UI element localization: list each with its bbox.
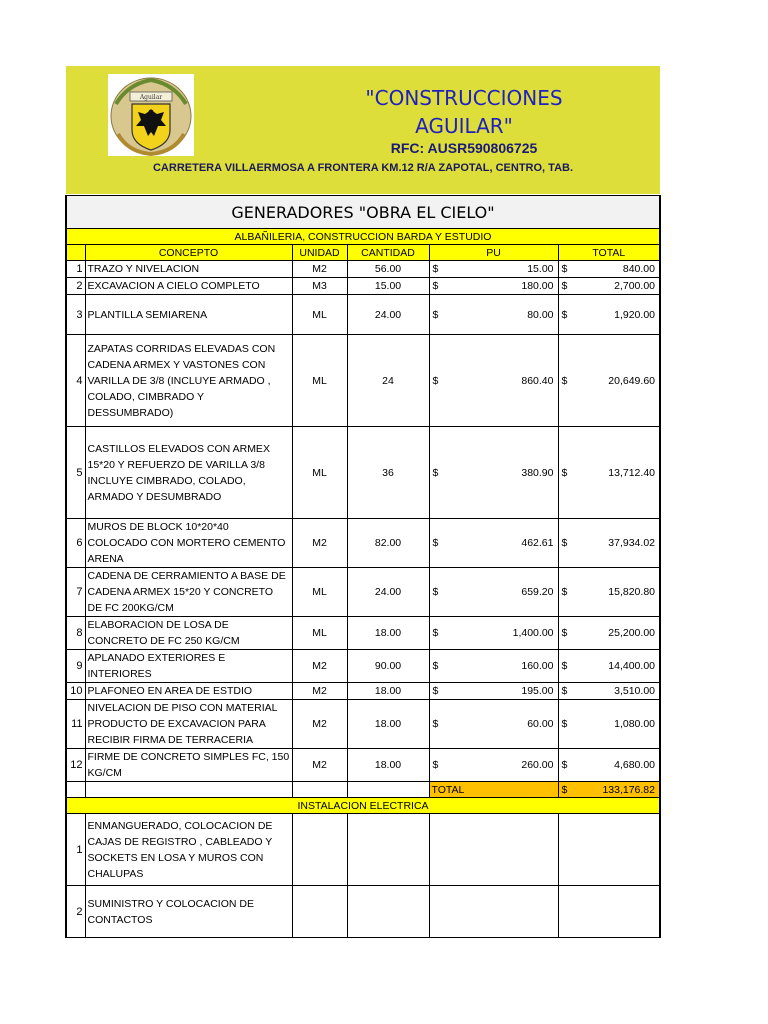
row-unidad: M2 bbox=[292, 261, 347, 278]
row-number: 3 bbox=[66, 295, 85, 335]
row-unidad: M2 bbox=[292, 650, 347, 683]
row-pu bbox=[429, 295, 558, 335]
row-concepto: ENMANGUERADO, COLOCACION DE CAJAS DE REGISTRO , CABLEADO Y SOCKETS EN LOSA Y MUROS CON CHALUPAS bbox=[85, 814, 292, 886]
row-concepto: FIRME DE CONCRETO SIMPLES FC, 150 KG/CM bbox=[85, 749, 292, 782]
row-total-value: 2,700.00 bbox=[614, 280, 655, 292]
row-cantidad: 24.00 bbox=[347, 295, 429, 335]
row-unidad: M2 bbox=[292, 683, 347, 700]
row-cantidad: 56.00 bbox=[347, 261, 429, 278]
logo-text: Aguilar bbox=[139, 94, 163, 101]
row-number: 11 bbox=[66, 700, 85, 749]
currency-symbol: $ bbox=[432, 685, 439, 697]
table-row bbox=[66, 814, 660, 886]
currency-symbol: $ bbox=[561, 586, 568, 598]
row-cantidad bbox=[347, 814, 429, 886]
section-header-albanileria: ALBAÑILERIA, CONSTRUCCION BARDA Y ESTUDIO bbox=[66, 229, 660, 245]
currency-symbol: $ bbox=[432, 759, 439, 771]
section-header-instalacion-electrica: INSTALACION ELECTRICA bbox=[66, 798, 660, 814]
row-unidad: ML bbox=[292, 335, 347, 427]
currency-symbol: $ bbox=[561, 263, 568, 275]
row-concepto: ZAPATAS CORRIDAS ELEVADAS CON CADENA ARMEX Y VASTONES CON VARILLA DE 3/8 (INCLUYE ARMADO , COLADO, CIMBRADO Y DESSUMBRADO) bbox=[85, 335, 292, 427]
row-pu-value: 15.00 bbox=[527, 263, 554, 275]
total-row-empty bbox=[66, 782, 85, 798]
row-unidad: M2 bbox=[292, 749, 347, 782]
row-concepto: CADENA DE CERRAMIENTO A BASE DE CADENA ARMEX 15*20 Y CONCRETO DE FC 200KG/CM bbox=[85, 568, 292, 617]
row-cantidad bbox=[347, 886, 429, 938]
col-header-pu: PU bbox=[429, 245, 558, 261]
sheet-title: GENERADORES "OBRA EL CIELO" bbox=[66, 196, 660, 229]
currency-symbol: $ bbox=[561, 308, 568, 321]
row-total bbox=[558, 568, 660, 617]
row-total-value: 1,080.00 bbox=[614, 718, 655, 730]
row-pu-value: 860.40 bbox=[521, 374, 554, 387]
row-number: 12 bbox=[66, 749, 85, 782]
company-name-line1: "CONSTRUCCIONES bbox=[365, 86, 563, 110]
table-row bbox=[66, 427, 660, 519]
currency-symbol: $ bbox=[432, 586, 439, 598]
row-pu bbox=[429, 886, 558, 938]
row-unidad: ML bbox=[292, 568, 347, 617]
company-logo bbox=[108, 74, 194, 156]
currency-symbol: $ bbox=[561, 783, 568, 796]
row-pu-value: 659.20 bbox=[521, 586, 554, 598]
row-cantidad: 18.00 bbox=[347, 617, 429, 650]
row-concepto: SUMINISTRO Y COLOCACION DE CONTACTOS bbox=[85, 886, 292, 938]
table-row bbox=[66, 683, 660, 700]
row-pu bbox=[429, 519, 558, 568]
row-concepto: TRAZO Y NIVELACION bbox=[85, 261, 292, 278]
row-number: 9 bbox=[66, 650, 85, 683]
row-total bbox=[558, 427, 660, 519]
row-pu bbox=[429, 261, 558, 278]
row-number: 8 bbox=[66, 617, 85, 650]
currency-symbol: $ bbox=[561, 466, 568, 479]
table-row bbox=[66, 335, 660, 427]
table-row bbox=[66, 519, 660, 568]
row-number: 1 bbox=[66, 261, 85, 278]
row-cantidad: 90.00 bbox=[347, 650, 429, 683]
row-unidad: M2 bbox=[292, 519, 347, 568]
row-unidad bbox=[292, 886, 347, 938]
row-concepto: PLANTILLA SEMIARENA bbox=[85, 295, 292, 335]
row-unidad: ML bbox=[292, 427, 347, 519]
row-unidad bbox=[292, 814, 347, 886]
row-concepto: ELABORACION DE LOSA DE CONCRETO DE FC 250 KG/CM bbox=[85, 617, 292, 650]
currency-symbol: $ bbox=[432, 308, 439, 321]
row-total bbox=[558, 650, 660, 683]
row-pu bbox=[429, 749, 558, 782]
currency-symbol: $ bbox=[561, 685, 568, 697]
currency-symbol: $ bbox=[432, 374, 439, 387]
row-total-value: 25,200.00 bbox=[608, 627, 655, 639]
row-cantidad: 18.00 bbox=[347, 749, 429, 782]
row-total bbox=[558, 700, 660, 749]
row-pu bbox=[429, 427, 558, 519]
row-pu bbox=[429, 617, 558, 650]
currency-symbol: $ bbox=[561, 759, 568, 771]
row-pu-value: 60.00 bbox=[527, 718, 554, 730]
row-cantidad: 24 bbox=[347, 335, 429, 427]
row-number: 7 bbox=[66, 568, 85, 617]
currency-symbol: $ bbox=[432, 263, 439, 275]
total-row-empty bbox=[85, 782, 292, 798]
row-unidad: M2 bbox=[292, 700, 347, 749]
row-cantidad: 18.00 bbox=[347, 683, 429, 700]
row-concepto: NIVELACION DE PISO CON MATERIAL PRODUCTO DE EXCAVACION PARA RECIBIR FIRMA DE TERRACERIA bbox=[85, 700, 292, 749]
row-pu-value: 260.00 bbox=[521, 759, 554, 771]
row-total-value: 1,920.00 bbox=[614, 308, 655, 321]
row-number: 6 bbox=[66, 519, 85, 568]
row-total bbox=[558, 335, 660, 427]
table-row bbox=[66, 295, 660, 335]
total-row bbox=[66, 782, 660, 798]
grand-total-value: 133,176.82 bbox=[602, 783, 655, 796]
currency-symbol: $ bbox=[561, 280, 568, 292]
table-row bbox=[66, 700, 660, 749]
row-cantidad: 36 bbox=[347, 427, 429, 519]
currency-symbol: $ bbox=[432, 537, 439, 549]
row-number: 4 bbox=[66, 335, 85, 427]
row-pu-value: 195.00 bbox=[521, 685, 554, 697]
row-total-value: 840.00 bbox=[622, 263, 655, 275]
table-row bbox=[66, 568, 660, 617]
table-row bbox=[66, 278, 660, 295]
row-number: 2 bbox=[66, 278, 85, 295]
row-pu bbox=[429, 700, 558, 749]
row-pu bbox=[429, 683, 558, 700]
row-pu-value: 160.00 bbox=[521, 660, 554, 672]
row-total-value: 15,820.80 bbox=[608, 586, 655, 598]
currency-symbol: $ bbox=[432, 627, 439, 639]
company-header bbox=[66, 66, 660, 194]
currency-symbol: $ bbox=[561, 718, 568, 730]
table-row bbox=[66, 617, 660, 650]
row-unidad: ML bbox=[292, 617, 347, 650]
currency-symbol: $ bbox=[561, 660, 568, 672]
total-row-empty bbox=[347, 782, 429, 798]
company-rfc: RFC: AUSR590806725 bbox=[390, 140, 538, 156]
row-number: 1 bbox=[66, 814, 85, 886]
company-name-line2: AGUILAR" bbox=[415, 114, 513, 138]
table-row bbox=[66, 650, 660, 683]
currency-symbol: $ bbox=[432, 280, 439, 292]
row-pu bbox=[429, 278, 558, 295]
row-pu-value: 462.61 bbox=[521, 537, 554, 549]
table-row bbox=[66, 749, 660, 782]
row-concepto: MUROS DE BLOCK 10*20*40 COLOCADO CON MORTERO CEMENTO ARENA bbox=[85, 519, 292, 568]
row-number: 10 bbox=[66, 683, 85, 700]
row-pu bbox=[429, 335, 558, 427]
col-header-unidad: UNIDAD bbox=[292, 245, 347, 261]
row-total bbox=[558, 814, 660, 886]
row-number: 2 bbox=[66, 886, 85, 938]
row-total-value: 37,934.02 bbox=[608, 537, 655, 549]
currency-symbol: $ bbox=[432, 466, 439, 479]
row-total bbox=[558, 886, 660, 938]
row-total bbox=[558, 749, 660, 782]
row-pu bbox=[429, 650, 558, 683]
row-total bbox=[558, 683, 660, 700]
currency-symbol: $ bbox=[432, 718, 439, 730]
row-total bbox=[558, 617, 660, 650]
row-unidad: ML bbox=[292, 295, 347, 335]
row-total-value: 3,510.00 bbox=[614, 685, 655, 697]
currency-symbol: $ bbox=[561, 627, 568, 639]
row-pu bbox=[429, 814, 558, 886]
row-total-value: 14,400.00 bbox=[608, 660, 655, 672]
row-total bbox=[558, 295, 660, 335]
total-label: TOTAL bbox=[429, 782, 558, 798]
row-total-value: 4,680.00 bbox=[614, 759, 655, 771]
row-unidad: M3 bbox=[292, 278, 347, 295]
row-concepto: CASTILLOS ELEVADOS CON ARMEX 15*20 Y REFUERZO DE VARILLA 3/8 INCLUYE CIMBRADO, COLADO, ARMADO Y DESUMBRADO bbox=[85, 427, 292, 519]
col-header-concepto: CONCEPTO bbox=[85, 245, 292, 261]
total-row-empty bbox=[292, 782, 347, 798]
row-cantidad: 24.00 bbox=[347, 568, 429, 617]
row-pu-value: 380.90 bbox=[521, 466, 554, 479]
table-row bbox=[66, 261, 660, 278]
row-total bbox=[558, 519, 660, 568]
row-pu bbox=[429, 568, 558, 617]
company-address: CARRETERA VILLAERMOSA A FRONTERA KM.12 R/A ZAPOTAL, CENTRO, TAB. bbox=[152, 162, 574, 174]
table-row bbox=[66, 886, 660, 938]
col-header-index bbox=[66, 245, 85, 261]
currency-symbol: $ bbox=[561, 374, 568, 387]
grand-total bbox=[558, 782, 660, 798]
row-number: 5 bbox=[66, 427, 85, 519]
row-pu-value: 1,400.00 bbox=[512, 627, 554, 639]
row-total-value: 13,712.40 bbox=[608, 466, 655, 479]
row-concepto: APLANADO EXTERIORES E INTERIORES bbox=[85, 650, 292, 683]
row-total-value: 20,649.60 bbox=[608, 374, 655, 387]
currency-symbol: $ bbox=[561, 537, 568, 549]
row-total bbox=[558, 278, 660, 295]
row-cantidad: 15.00 bbox=[347, 278, 429, 295]
row-concepto: EXCAVACION A CIELO COMPLETO bbox=[85, 278, 292, 295]
row-pu-value: 80.00 bbox=[527, 308, 554, 321]
row-cantidad: 82.00 bbox=[347, 519, 429, 568]
currency-symbol: $ bbox=[432, 660, 439, 672]
row-cantidad: 18.00 bbox=[347, 700, 429, 749]
row-pu-value: 180.00 bbox=[521, 280, 554, 292]
col-header-cantidad: CANTIDAD bbox=[347, 245, 429, 261]
row-total bbox=[558, 261, 660, 278]
budget-table bbox=[65, 195, 661, 938]
row-concepto: PLAFONEO EN AREA DE ESTDIO bbox=[85, 683, 292, 700]
col-header-total: TOTAL bbox=[558, 245, 660, 261]
coat-of-arms-icon bbox=[108, 74, 194, 156]
